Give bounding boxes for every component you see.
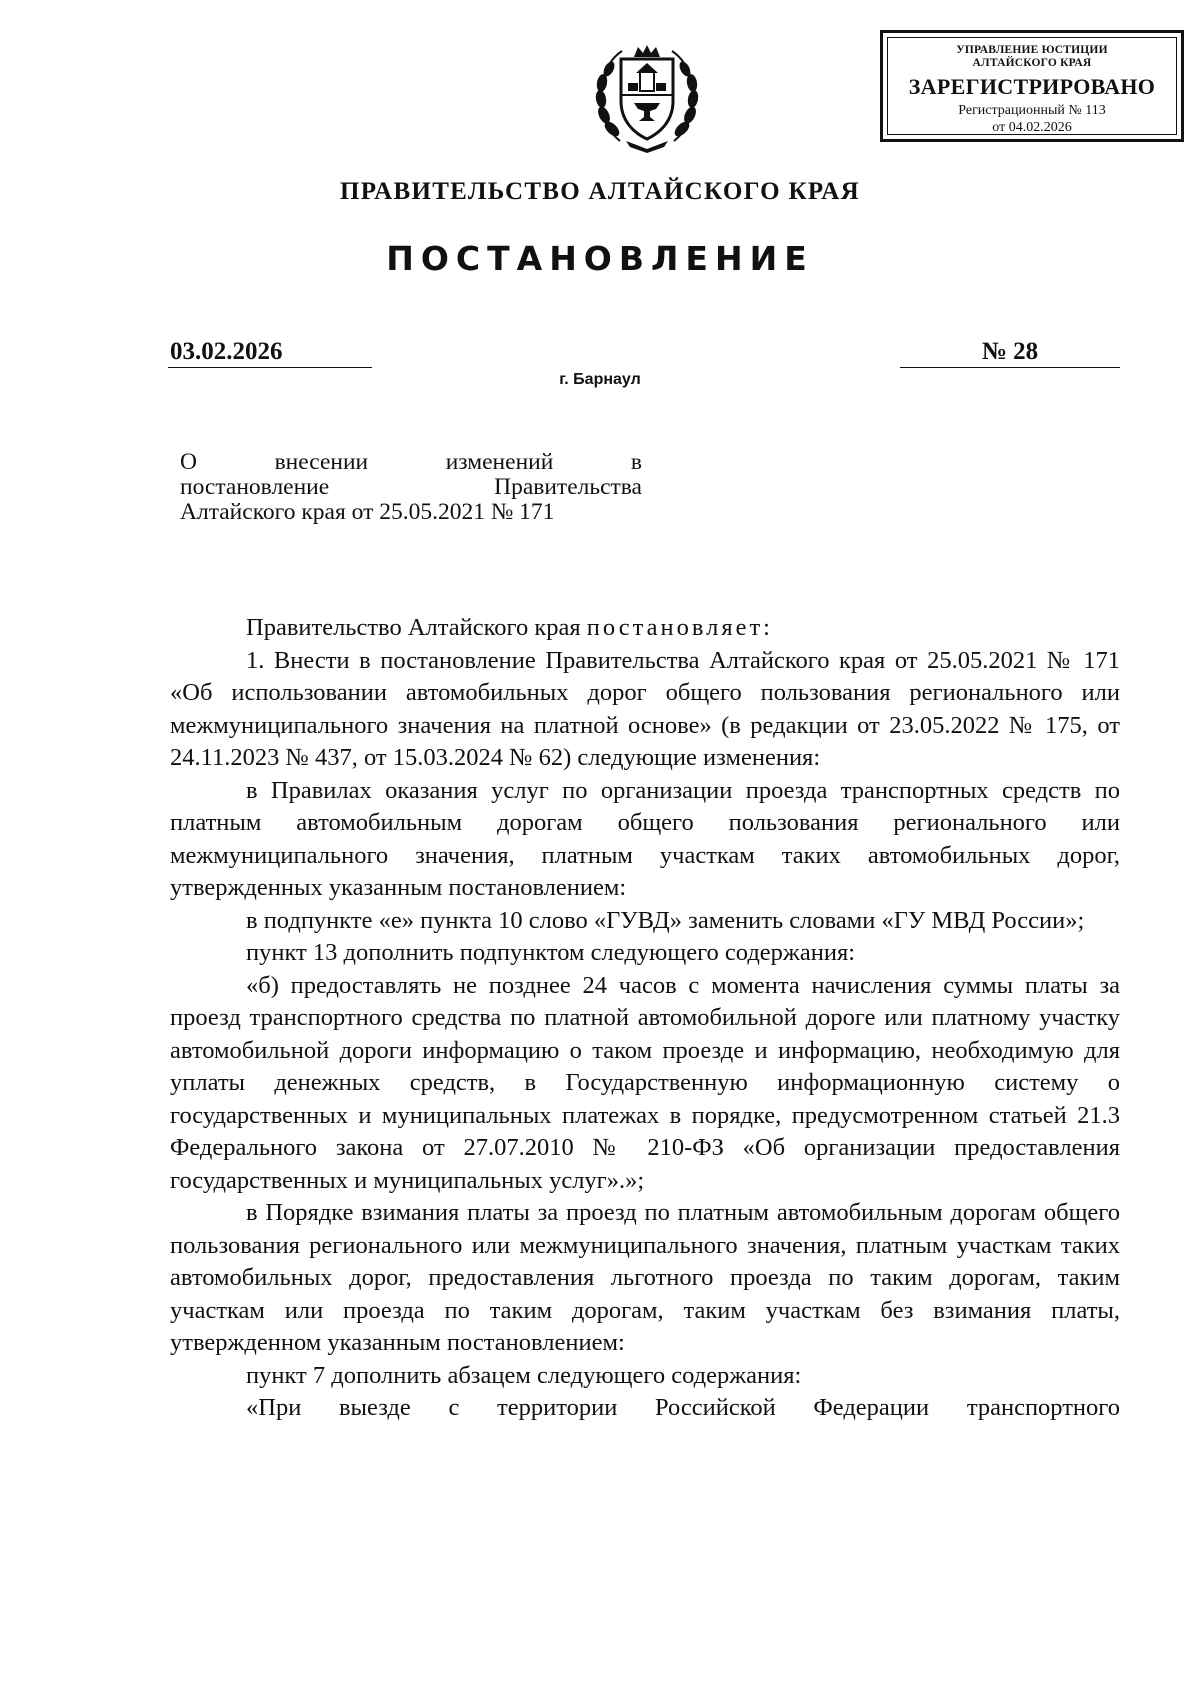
subject-line-1: О внесении изменений в (180, 449, 642, 475)
document-subject (180, 450, 642, 525)
document-type: ПОСТАНОВЛЕНИЕ (386, 239, 814, 278)
document-body (170, 612, 1120, 1425)
document-city: г. Барнаул (559, 371, 641, 388)
intro-verb: постановляет: (586, 614, 773, 641)
intro-lead: Правительство Алтайского края (246, 614, 587, 641)
paragraph-6: в Порядке взимания платы за проезд по платным автомобильным дорогам общего пользования регионального или межмуниципального значения, платным участкам таких автомобильных дорог, предоставления льготного проезда по таким дорогам, таким участкам или проезда по таким дорогам, таким участкам без взимания платы, утвержденном указанным постановлением: (170, 1199, 1120, 1356)
stamp-registration-number: Регистрационный № 113 (958, 103, 1106, 118)
subject-line-2: постановление Правительства (180, 474, 642, 500)
paragraph-2: в Правилах оказания услуг по организации проезда транспортных средств по платным автомобильным дорогам общего пользования регионального или межмуниципального значения, платным участкам таких автомобильных дорог, утвержденных указанным постановлением: (170, 776, 1120, 901)
altai-krai-coat-of-arms-icon (588, 37, 706, 155)
paragraph-5: «б) предоставлять не позднее 24 часов с момента начисления суммы платы за проезд транспортного средства по платной автомобильной дороге или платному участку автомобильной дороги информацию о таком проезде и информацию, необходимую для уплаты денежных средств, в Государственную информационную систему о государственных и муниципальных платежах в порядке, предусмотренном статьей 21.3 Федерального закона от 27.07.2010 № 210-ФЗ «Об организации предоставления государственных и муниципальных услуг».»; (170, 971, 1120, 1194)
document-date: 03.02.2026 (168, 337, 372, 368)
paragraph-4: пункт 13 дополнить подпунктом следующего содержания: (246, 939, 856, 966)
stamp-status: ЗАРЕГИСТРИРОВАНО (908, 74, 1156, 99)
stamp-inner-frame (887, 37, 1177, 135)
authority-name: ПРАВИТЕЛЬСТВО АЛТАЙСКОГО КРАЯ (340, 178, 860, 205)
stamp-department-line1: УПРАВЛЕНИЕ ЮСТИЦИИ (956, 44, 1108, 56)
registration-stamp (880, 30, 1184, 142)
stamp-department (888, 44, 1176, 70)
stamp-registration-date: от 04.02.2026 (992, 120, 1072, 135)
subject-line-3: Алтайского края от 25.05.2021 № 171 (180, 499, 555, 525)
document-number: № 28 (900, 337, 1120, 368)
stamp-department-line2: АЛТАЙСКОГО КРАЯ (972, 57, 1092, 69)
intro-paragraph (170, 612, 1120, 645)
paragraph-3: в подпункте «е» пункта 10 слово «ГУВД» заменить словами «ГУ МВД России»; (246, 906, 1085, 934)
paragraph-8: «При выезде с территории Российской Федерации транспортного (246, 1394, 1120, 1421)
paragraph-1: 1. Внести в постановление Правительства Алтайского края от 25.05.2021 № 171 «Об использовании автомобильных дорог общего пользования регионального или межмуниципального значения на платной основе» (в редакции от 23.05.2022 № 175, от 24.11.2023 № 437, от 15.03.2024 № 62) следующие изменения: (170, 646, 1120, 771)
paragraph-7: пункт 7 дополнить абзацем следующего содержания: (246, 1361, 802, 1389)
